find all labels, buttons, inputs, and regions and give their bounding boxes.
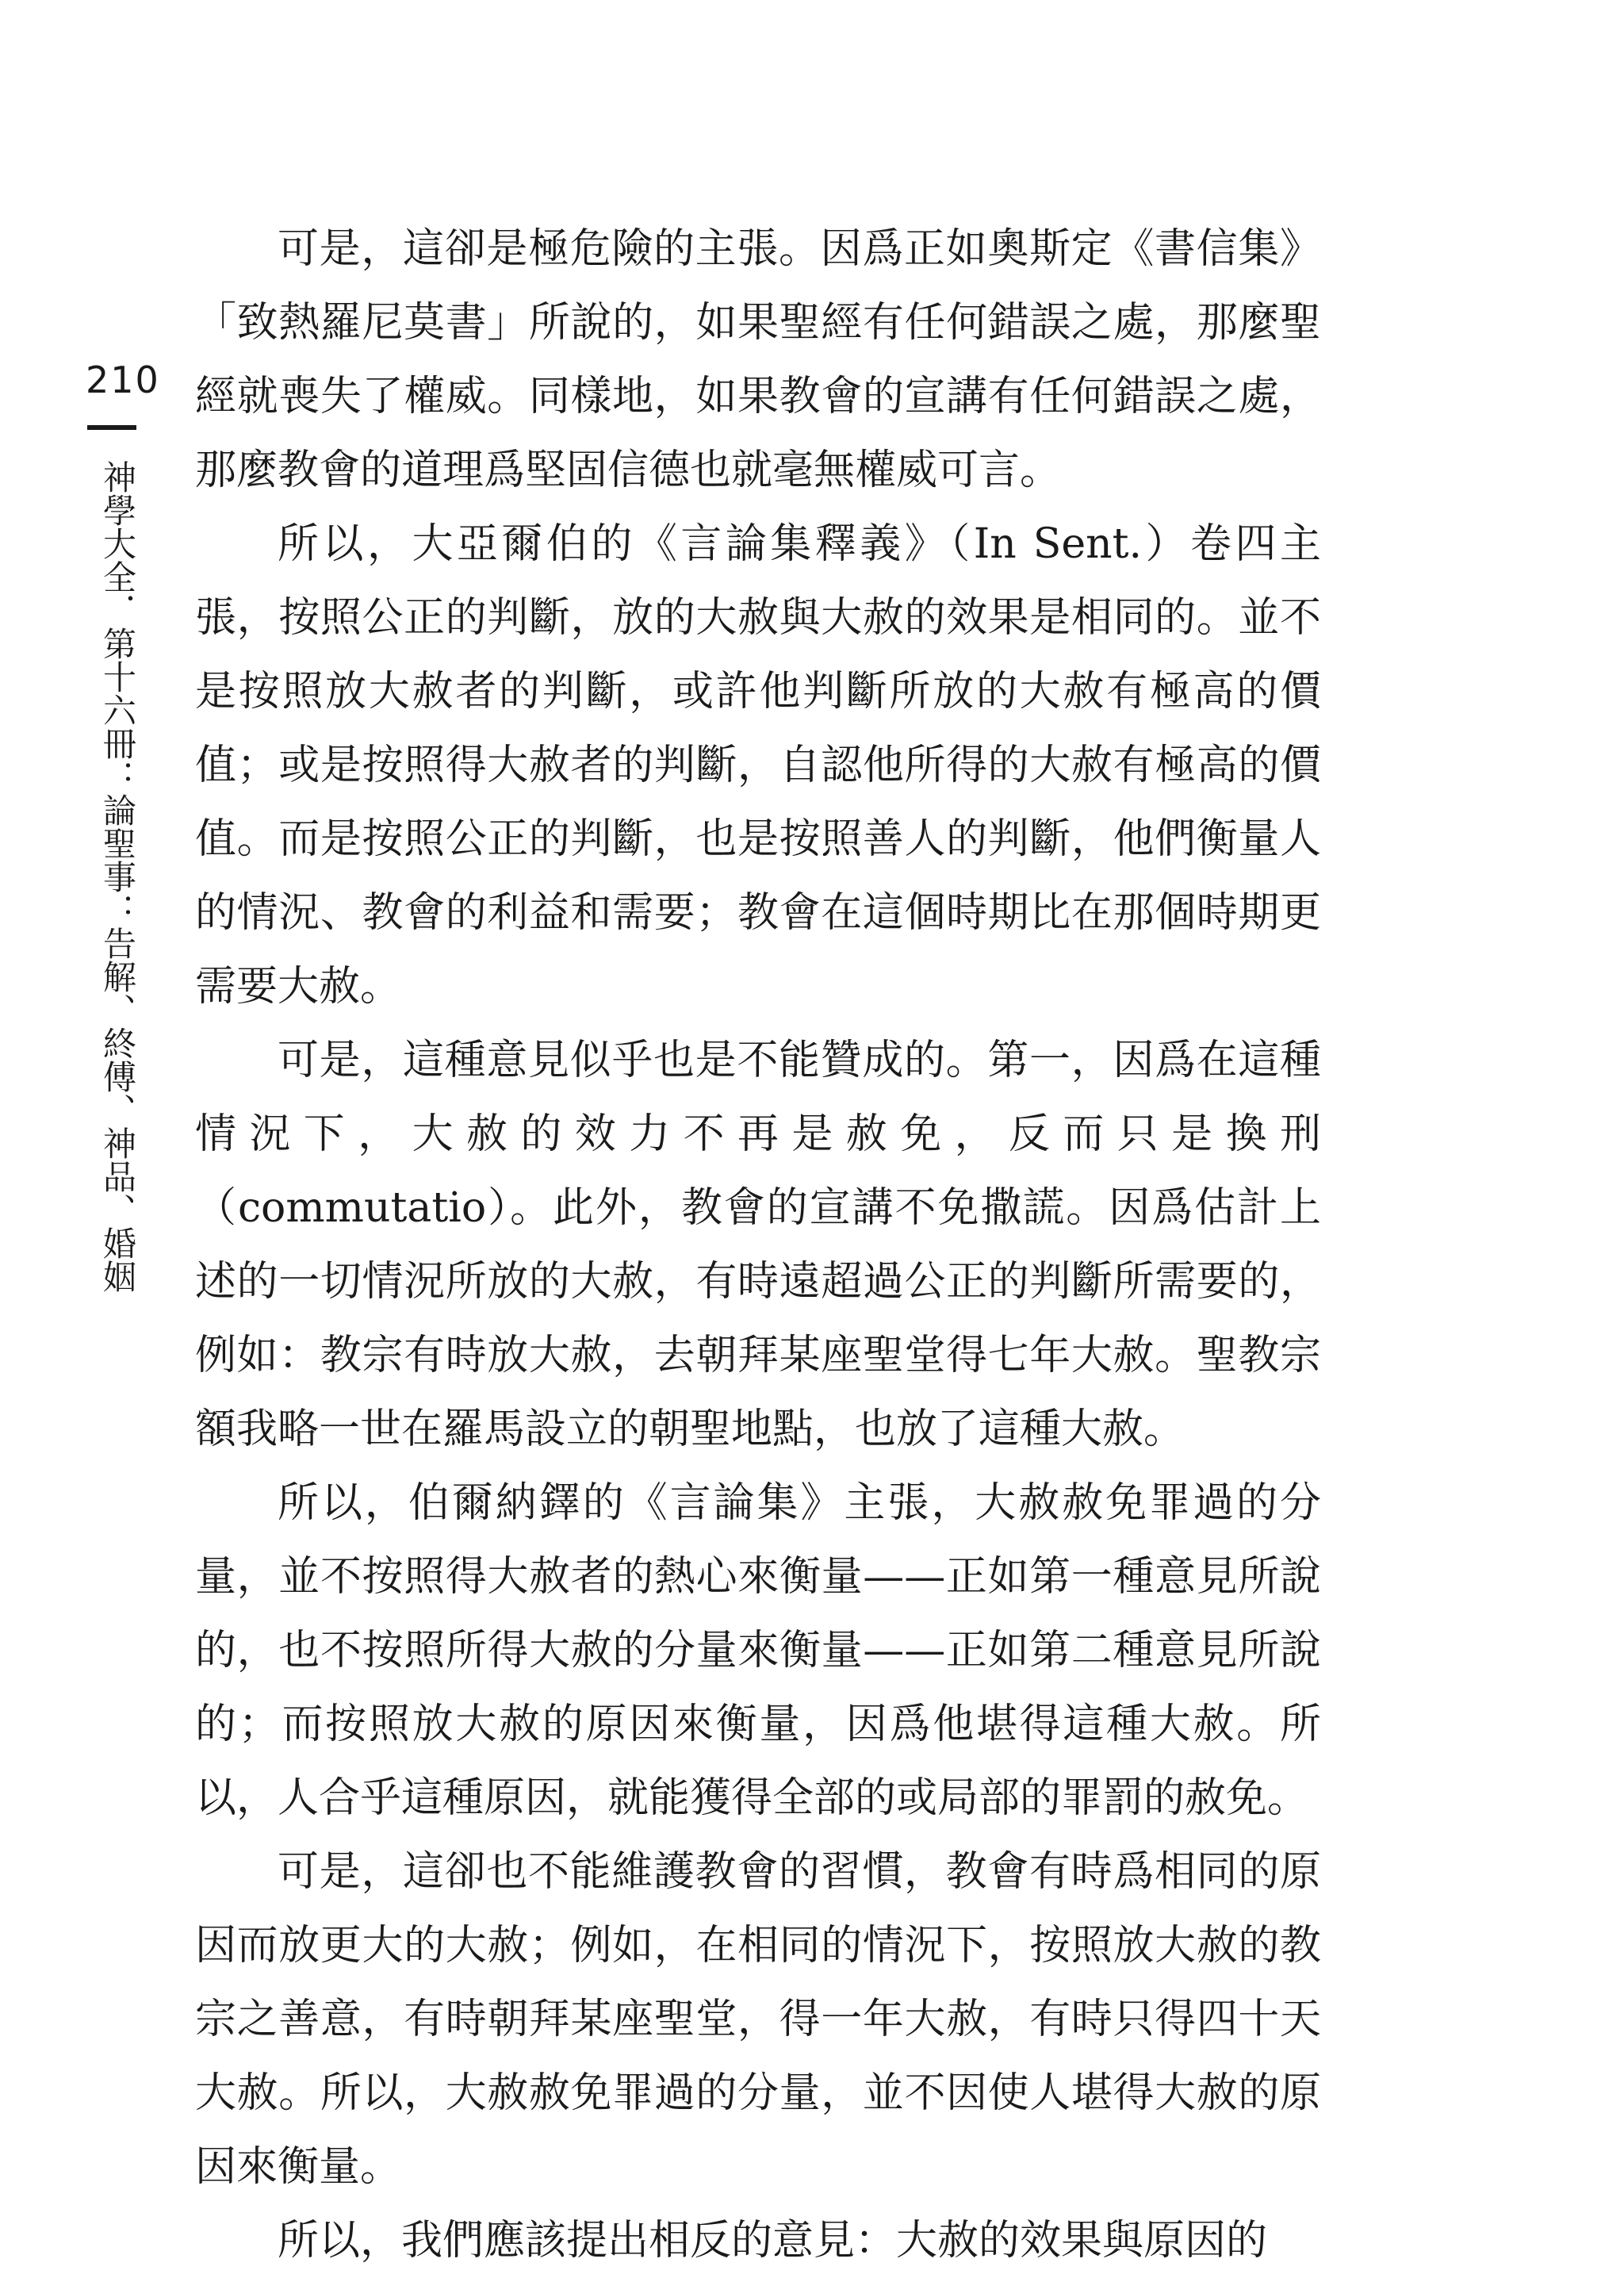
margin-rule	[87, 425, 136, 430]
paragraph-6: 所以，我們應該提出相反的意見：大赦的效果與原因的	[278, 2217, 1268, 2265]
running-head: 神學大全．第十六冊：論聖事：告解、終傅、神品、婚姻	[98, 460, 137, 1293]
paragraph-4: 所以，伯爾納鐸的《言論集》主張，大赦赦免罪過的分量，並不按照得大赦者的熱心來衡量——正如第一種意見所說的，也不按照所得大赦的分量來衡量——正如第二種意見所說的；而按照放大赦的原因來衡量，因爲他堪得這種大赦。所以，人合乎這種原因，就能獲得全部的或局部的罪罰的赦免。	[195, 1479, 1321, 1822]
paragraph-3: 可是，這種意見似乎也是不能贊成的。第一，因爲在這種情況下，大赦的效力不再是赦免，反而只是換刑（commutatio）。此外，教會的宣講不免撒謊。因爲估計上述的一切情況所放的大赦，有時遠超過公正的判斷所需要的，例如：教宗有時放大赦，去朝拜某座聖堂得七年大赦。聖教宗額我略一世在羅馬設立的朝聖地點，也放了這種大赦。	[195, 1037, 1321, 1453]
page-number: 210	[86, 359, 160, 401]
paragraph-2: 所以，大亞爾伯的《言論集釋義》（In Sent.）卷四主張，按照公正的判斷，放的大赦與大赦的效果是相同的。並不是按照放大赦者的判斷，或許他判斷所放的大赦有極高的價值；或是按照得大赦者的判斷，自認他所得的大赦有極高的價值。而是按照公正的判斷，也是按照善人的判斷，他們衡量人的情況、教會的利益和需要；教會在這個時期比在那個時期更需要大赦。	[195, 520, 1321, 1011]
body-text	[195, 213, 1321, 2278]
paragraph-1: 可是，這卻是極危險的主張。因爲正如奧斯定《書信集》「致熱羅尼莫書」所說的，如果聖經有任何錯誤之處，那麼聖經就喪失了權威。同樣地，如果教會的宣講有任何錯誤之處，那麼教會的道理爲堅固信德也就毫無權威可言。	[195, 225, 1321, 494]
paragraph-5: 可是，這卻也不能維護教會的習慣，教會有時爲相同的原因而放更大的大赦；例如，在相同的情況下，按照放大赦的教宗之善意，有時朝拜某座聖堂，得一年大赦，有時只得四十天大赦。所以，大赦赦免罪過的分量，並不因使人堪得大赦的原因來衡量。	[195, 1848, 1321, 2191]
